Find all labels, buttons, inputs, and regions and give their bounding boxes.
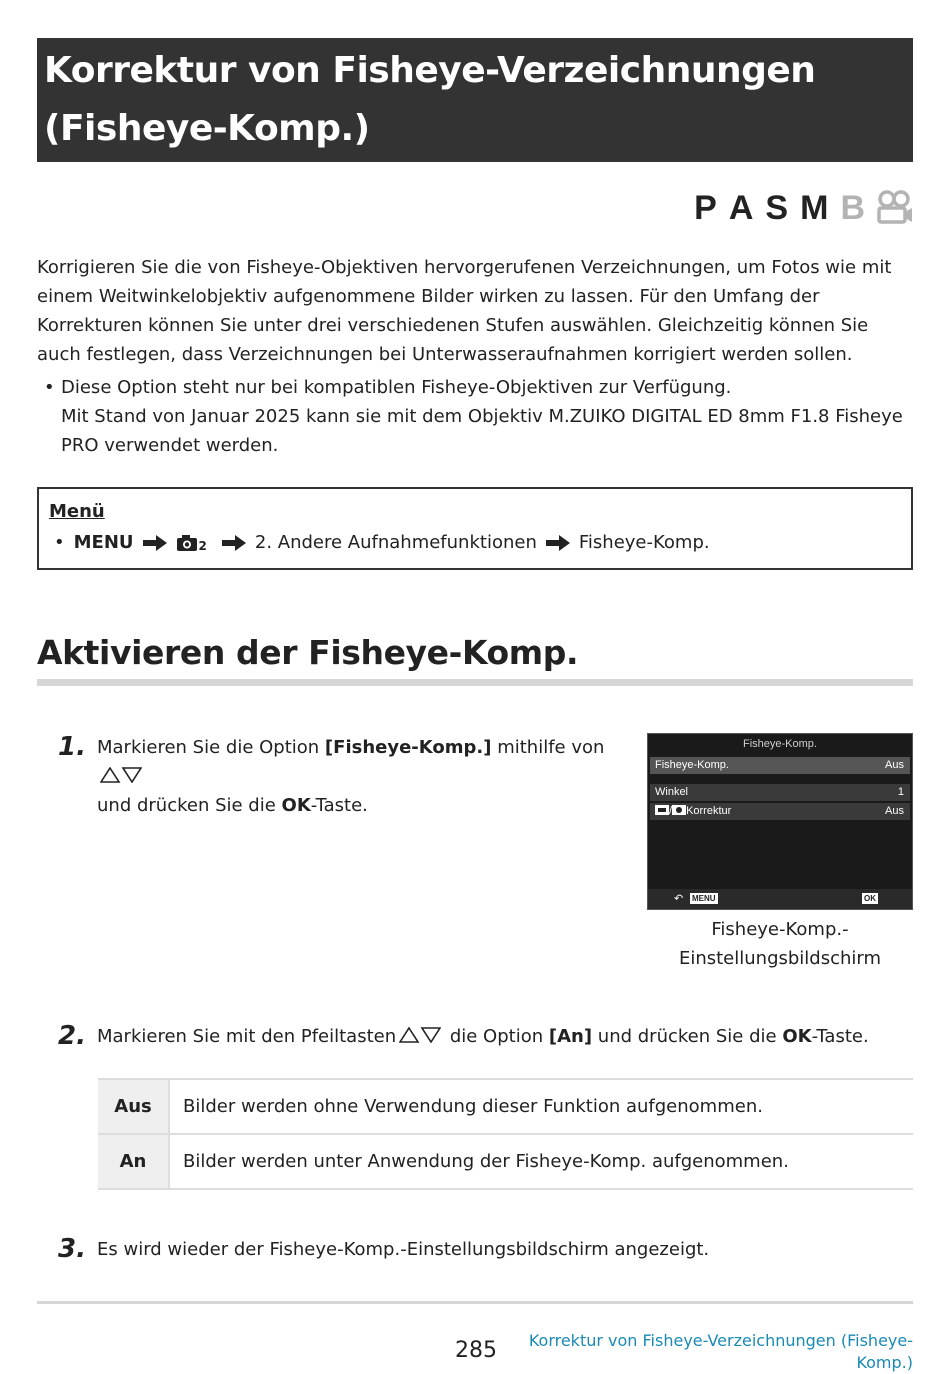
camera-row-value: Aus xyxy=(885,759,904,771)
menu-path xyxy=(49,525,901,561)
mode-a: A xyxy=(728,188,754,227)
menu-key: MENU xyxy=(73,532,134,553)
up-down-arrows-icon xyxy=(100,767,142,783)
menu-bullet: • xyxy=(54,532,65,553)
menu-label: Menü xyxy=(49,501,105,522)
step-3-number: 3. xyxy=(58,1234,86,1264)
menu-key-label: MENU xyxy=(692,894,716,903)
page-title-line-2: (Fisheye-Komp.) xyxy=(44,108,370,149)
camera-row-fisheye xyxy=(650,757,910,774)
page-title-line-1: Korrektur von Fisheye-Verzeichnungen xyxy=(44,50,816,91)
camera-row-angle xyxy=(650,784,910,801)
camera-row-separator: / xyxy=(669,805,673,817)
camera-row-value: Aus xyxy=(885,805,904,817)
underwater-icon xyxy=(672,805,686,815)
table-row xyxy=(98,1134,913,1189)
option-key: Aus xyxy=(98,1079,169,1134)
step-1-line-1 xyxy=(97,733,637,791)
step-2-text-c: und drücken Sie die xyxy=(592,1026,783,1047)
step-2-text xyxy=(97,1022,897,1051)
camera-row-label xyxy=(655,803,731,820)
page-number: 285 xyxy=(455,1338,497,1363)
step-2-option: [An] xyxy=(548,1026,593,1047)
movie-camera-icon xyxy=(875,190,913,226)
section-divider xyxy=(37,679,913,686)
camera-screen-footer xyxy=(648,889,912,909)
footer-section-link[interactable]: Korrektur von Fisheye-Verzeichnungen (Fisheye-Komp.) xyxy=(528,1331,913,1372)
caption-line-2: Einstellungsbildschirm xyxy=(678,948,882,969)
step-1-text-a: Markieren Sie die Option xyxy=(97,737,325,758)
step-1-number: 1. xyxy=(58,732,86,762)
camera-menu-index: 2 xyxy=(198,539,207,553)
mode-s: S xyxy=(765,188,789,227)
option-description: Bilder werden unter Anwendung der Fisheye-Komp. aufgenommen. xyxy=(169,1134,913,1189)
back-arrow-icon: ↶ xyxy=(674,893,684,905)
intro-block xyxy=(37,253,913,460)
mode-m: M xyxy=(800,188,829,227)
options-table xyxy=(98,1078,913,1190)
step-1-text xyxy=(97,733,637,820)
intro-bullet xyxy=(37,373,913,460)
mode-p: P xyxy=(694,188,717,227)
step-1-option: [Fisheye-Komp.] xyxy=(324,737,492,758)
camera-row-correction xyxy=(650,803,910,820)
step-2-text-a: Markieren Sie mit den Pfeiltasten xyxy=(97,1026,397,1047)
arrow-right-icon xyxy=(545,534,571,552)
option-key: An xyxy=(98,1134,169,1189)
menu-target: Fisheye-Komp. xyxy=(578,532,710,553)
step-1-line-2 xyxy=(97,791,637,820)
menu-path-box xyxy=(37,487,913,570)
intro-paragraph: Korrigieren Sie die von Fisheye-Objektiven hervorgerufenen Verzeichnungen, um Fotos wie mit einem Weitwinkelobjektiv aufgenommene Bilder wirken zu lassen. Für den Umfang der Korrekturen können Sie unter drei verschiedenen Stufen auswählen. Gleichzeitig können Sie auch festlegen, dass Verzeichnungen bei Unterwasseraufnahmen korrigiert werden sollen. xyxy=(37,257,892,365)
camera-row-label: Winkel xyxy=(655,786,689,798)
step-1-text-c: und drücken Sie die xyxy=(97,795,282,816)
step-1-ok: OK xyxy=(281,795,311,816)
step-1-text-b: mithilfe von xyxy=(491,737,605,758)
camera-row-label-suffix: Korrektur xyxy=(686,805,732,817)
section-title: Aktivieren der Fisheye-Komp. xyxy=(37,633,579,672)
mode-b: B xyxy=(840,188,865,227)
table-row xyxy=(98,1079,913,1134)
arrow-right-icon xyxy=(142,534,168,552)
camera-settings-screen xyxy=(647,733,913,910)
ok-key-label: OK xyxy=(864,894,876,903)
step-2-number: 2. xyxy=(58,1021,86,1051)
option-description: Bilder werden ohne Verwendung dieser Funktion aufgenommen. xyxy=(169,1079,913,1134)
camera-row-label: Fisheye-Komp. xyxy=(655,759,729,771)
step-2-text-b: die Option xyxy=(444,1026,549,1047)
bullet-line-2: Mit Stand von Januar 2025 kann sie mit dem Objektiv M.ZUIKO DIGITAL ED 8mm F1.8 Fisheye PRO verwendet werden. xyxy=(61,406,903,456)
footer-divider xyxy=(37,1301,913,1304)
bullet-dot: • xyxy=(44,377,55,398)
step-2-ok: OK xyxy=(782,1026,812,1047)
camera-icon xyxy=(176,534,198,552)
step-2-text-d: -Taste. xyxy=(811,1026,869,1047)
scene-icon xyxy=(655,805,669,815)
camera-screen-title: Fisheye-Komp. xyxy=(743,738,817,750)
screen-caption xyxy=(647,915,913,973)
arrow-right-icon xyxy=(221,534,247,552)
menu-item: 2. Andere Aufnahmefunktionen xyxy=(254,532,537,553)
step-1-text-d: -Taste. xyxy=(310,795,368,816)
bullet-line-1: Diese Option steht nur bei kompatiblen Fisheye-Objektiven zur Verfügung. xyxy=(61,377,732,398)
shooting-modes xyxy=(682,188,913,228)
caption-line-1: Fisheye-Komp.- xyxy=(711,919,849,940)
camera-row-value: 1 xyxy=(897,786,904,798)
step-3-text: Es wird wieder der Fisheye-Komp.-Einstellungsbildschirm angezeigt. xyxy=(97,1239,710,1260)
page-title-bar xyxy=(37,38,913,162)
up-down-arrows-icon xyxy=(399,1027,441,1043)
